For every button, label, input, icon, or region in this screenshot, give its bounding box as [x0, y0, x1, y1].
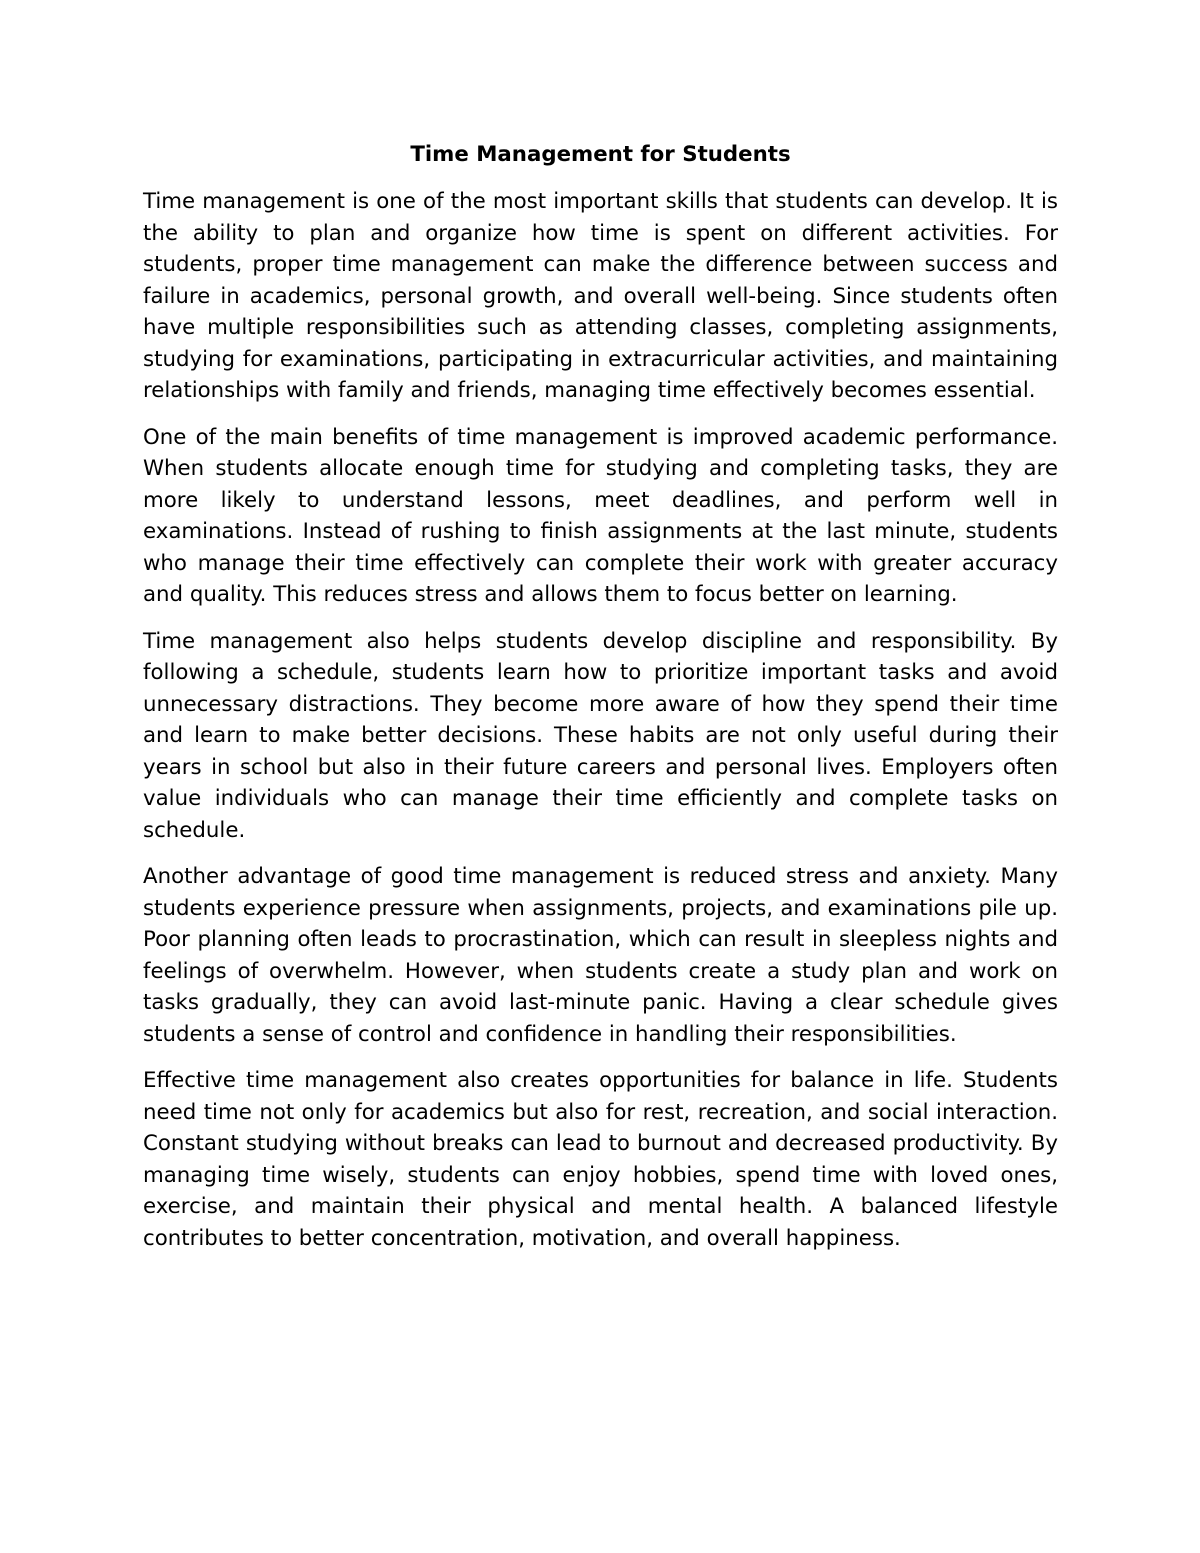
paragraph-reduced-stress: Another advantage of good time management is reduced stress and anxiety. Many students experience pressure when assignments, projects, and examinations pile up. Poor planning often leads to procrastination, which can result in sleepless nights and feelings of overwhelm. However, when students create a study plan and work on tasks gradually, they can avoid last-minute panic. Having a clear schedule gives students a sense of control and confidence in handling their responsibilities. — [143, 864, 1058, 1047]
paragraph-discipline-responsibility: Time management also helps students develop discipline and responsibility. By following a schedule, students learn how to prioritize important tasks and avoid unnecessary distractions. They become more aware of how they spend their time and learn to make better decisions. These habits are not only useful during their years in school but also in their future careers and personal lives. Employers often value individuals who can manage their time efficiently and complete tasks on schedule. — [143, 628, 1058, 843]
paragraph-life-balance: Effective time management also creates opportunities for balance in life. Students need time not only for academics but also for rest, recreation, and social interaction. Constant studying without breaks can lead to burnout and decreased productivity. By managing time wisely, students can enjoy hobbies, spend time with loved ones, exercise, and maintain their physical and mental health. A balanced lifestyle contributes to better concentration, motivation, and overall happiness. — [143, 1068, 1058, 1251]
document-body — [143, 138, 1058, 1254]
paragraph-academic-performance: One of the main benefits of time management is improved academic performance. When students allocate enough time for studying and completing tasks, they are more likely to understand lessons, meet deadlines, and perform well in examinations. Instead of rushing to finish assignments at the last minute, students who manage their time effectively can complete their work with greater accuracy and quality. This reduces stress and allows them to focus better on learning. — [143, 424, 1058, 607]
document-title: Time Management for Students — [410, 142, 791, 167]
paragraph-introduction: Time management is one of the most important skills that students can develop. It is the ability to plan and organize how time is spent on different activities. For students, proper time management can make the difference between success and failure in academics, personal growth, and overall well-being. Since students often have multiple responsibilities such as attending classes, completing assignments, studying for examinations, participating in extracurricular activities, and maintaining relationships with family and friends, managing time effectively becomes essential. — [143, 189, 1058, 403]
